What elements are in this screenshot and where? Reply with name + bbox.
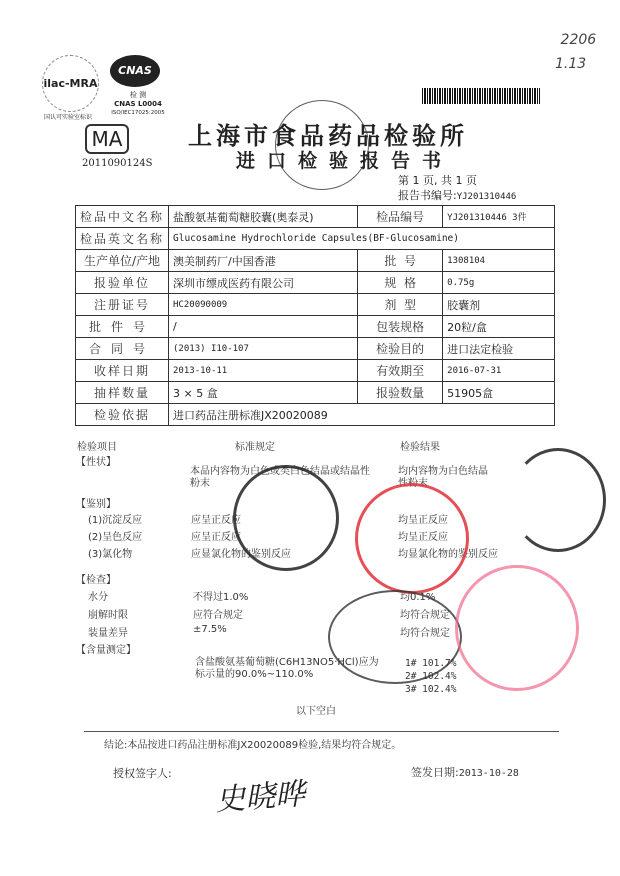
col-header-standard: 标准规定 — [235, 442, 275, 453]
table-row: 收样日期 2013-10-11 有效期至 2016-07-31 — [76, 360, 555, 382]
cnas-logo: CNAS — [110, 55, 160, 87]
divider — [84, 731, 559, 732]
result-text: 均内容物为白色结晶性粉末 — [398, 466, 488, 489]
standard-text: 应显氯化物的鉴别反应 — [191, 549, 291, 560]
doc-title: 进口检验报告书 — [236, 150, 454, 172]
table-row: 检品英文名称 Glucosamine Hydrochloride Capsules(BF-Glucosamine) — [76, 228, 555, 250]
handwritten-note: 2206 1.13 — [555, 32, 597, 72]
stamp-institute — [275, 100, 369, 190]
signer-label: 授权签字人: — [113, 767, 172, 780]
table-row: 抽样数量 3 × 5 盒 报验数量 51905盒 — [76, 382, 555, 404]
test-item: (3)氯化物 — [88, 549, 133, 560]
conclusion: 结论:本品按进口药品注册标准JX20020089检验,结果均符合规定。 — [104, 740, 402, 751]
table-row: 合同号 (2013) I10-107 检验目的 进口法定检验 — [76, 338, 555, 360]
result-text: 1# 101.7% 2# 102.4% 3# 102.4% — [405, 658, 457, 695]
test-item: (2)呈色反应 — [88, 532, 143, 543]
section-title: 【含量测定】 — [76, 645, 136, 656]
result-text: 均符合规定 — [400, 628, 450, 639]
table-row: 检验依据 进口药品注册标准JX20020089 — [76, 404, 555, 426]
stamp-quality-dept-black — [233, 465, 339, 571]
col-header-result: 检验结果 — [400, 442, 440, 453]
result-text: 均符合规定 — [400, 610, 450, 621]
table-row: 生产单位/产地 澳美制药厂/中国香港 批 号 1308104 — [76, 250, 555, 272]
table-row: 注册证号 HC20090009 剂 型 胶囊剂 — [76, 294, 555, 316]
standard-text: 应呈正反应 — [191, 532, 241, 543]
standard-text: 不得过1.0% — [193, 592, 249, 603]
result-text: 均呈正反应 — [398, 515, 448, 526]
signature: 史晓晔 — [214, 776, 307, 819]
result-text: 均显氯化物的鉴别反应 — [398, 549, 498, 560]
stamp-black-oval — [328, 590, 462, 684]
issue-date: 签发日期:2013-10-28 — [411, 766, 519, 779]
sample-info-table — [75, 205, 555, 426]
blank-note: 以下空白 — [296, 706, 336, 717]
test-item: 装量差异 — [88, 628, 128, 639]
test-item: (1)沉淀反应 — [88, 515, 143, 526]
barcode — [422, 88, 540, 104]
ilac-caption: 国认可实验室标识 — [44, 114, 93, 121]
cma-logo: MA — [85, 124, 129, 154]
test-item: 崩解时限 — [88, 610, 128, 621]
stamp-red — [355, 483, 469, 594]
table-row: 报验单位 深圳市缥成医药有限公司 规 格 0.75g — [76, 272, 555, 294]
result-text: 均呈正反应 — [398, 532, 448, 543]
section-title: 【检查】 — [76, 575, 116, 586]
cnas-caption: 检 测 CNAS L0004 ISO/IEC17025:2005 — [111, 91, 165, 116]
org-title: 上海市食品药品检验所 — [188, 122, 468, 150]
cma-number: 2011090124S — [82, 158, 153, 169]
standard-text: 含盐酸氨基葡萄糖(C6H13NO5·HCl)应为标示量的90.0%~110.0% — [195, 657, 379, 680]
table-row: 批件号 / 包装规格 20粒/盒 — [76, 316, 555, 338]
standard-text: 应符合规定 — [193, 610, 243, 621]
col-header-item: 检验项目 — [77, 442, 117, 453]
stamp-black-right — [510, 448, 606, 552]
standard-text: 本品内容物为白色或类白色结晶或结晶性粉末 — [190, 466, 370, 489]
stamp-pink — [455, 565, 579, 691]
ilac-logo: ilac-MRA — [42, 55, 99, 112]
standard-text: ±7.5% — [193, 624, 227, 635]
standard-text: 应呈正反应 — [191, 515, 241, 526]
report-number: 报告书编号:YJ201310446 — [398, 189, 517, 202]
test-item: 水分 — [88, 592, 108, 603]
table-row: 检品中文名称 盐酸氨基葡萄糖胶囊(奥泰灵) 检品编号 YJ201310446 3件 — [76, 206, 555, 228]
result-text: 均0.1% — [400, 592, 436, 603]
section-title: 【鉴别】 — [76, 499, 116, 510]
page-info: 第 1 页, 共 1 页 — [398, 174, 477, 187]
section-title: 【性状】 — [76, 457, 116, 468]
